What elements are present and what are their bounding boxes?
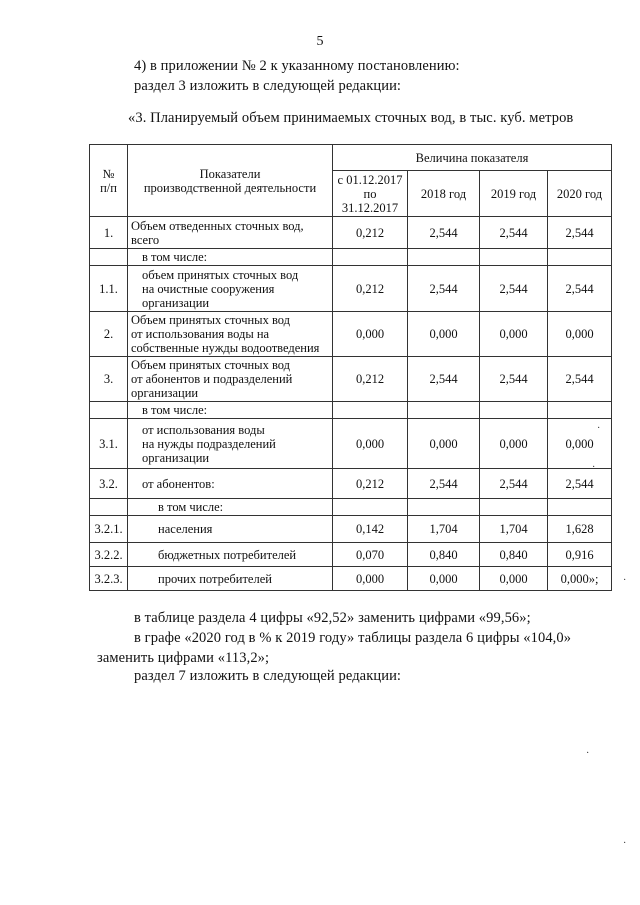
section-title: «3. Планируемый объем принимаемых сточных вод, в тыс. куб. метров [128,110,574,126]
after-line-2: в графе «2020 год в % к 2019 году» таблицы раздела 6 цифры «104,0» [134,630,572,646]
header-indicator: Показатели производственной деятельности [128,145,333,217]
after-line-1: в таблице раздела 4 цифры «92,52» заменить цифрами «99,56»; [134,610,531,626]
scan-speck: · [597,423,601,434]
intro-line-2: раздел 3 изложить в следующей редакции: [134,78,402,94]
header-year-2020: 2020 год [548,171,612,217]
scan-speck: · [623,838,627,849]
scan-speck: · [623,575,627,586]
table-row: 3.1. от использования воды на нужды подразделений организации 0,000 0,000 0,000 0,000 [90,419,612,469]
table-row: 3.2.2. бюджетных потребителей 0,070 0,840 0,840 0,916 [90,543,612,567]
table-row: в том числе: [90,402,612,419]
page-number: 5 [316,34,324,49]
wastewater-volume-table [89,144,612,591]
table-row: 1.1. объем принятых сточных вод на очистные сооружения организации 0,212 2,544 2,544 2,544 [90,266,612,312]
table-row: 3.2.3. прочих потребителей 0,000 0,000 0,000 0,000»; [90,567,612,591]
header-period: с 01.12.2017 по 31.12.2017 [333,171,408,217]
intro-line-1: 4) в приложении № 2 к указанному постановлению: [134,58,460,74]
table-row: 3.2.1. населения 0,142 1,704 1,704 1,628 [90,516,612,543]
header-year-2018: 2018 год [408,171,480,217]
table-row: 2. Объем принятых сточных вод от использования воды на собственные нужды водоотведения 0,000 0,000 0,000 0,000 [90,312,612,357]
scan-speck: · [586,748,590,759]
table-row: 1. Объем отведенных сточных вод, всего 0,212 2,544 2,544 2,544 [90,217,612,249]
header-num: № п/п [90,145,128,217]
table-row: в том числе: [90,499,612,516]
after-line-4: раздел 7 изложить в следующей редакции: [134,668,402,684]
header-year-2019: 2019 год [480,171,548,217]
header-value-group: Величина показателя [333,145,612,171]
table-row: 3.2. от абонентов: 0,212 2,544 2,544 2,544 [90,469,612,499]
table-row: в том числе: [90,249,612,266]
after-line-3: заменить цифрами «113,2»; [97,650,270,666]
scan-speck: · [592,462,596,473]
table-row: 3. Объем принятых сточных вод от абонентов и подразделений организации 0,212 2,544 2,544 2,544 [90,357,612,402]
